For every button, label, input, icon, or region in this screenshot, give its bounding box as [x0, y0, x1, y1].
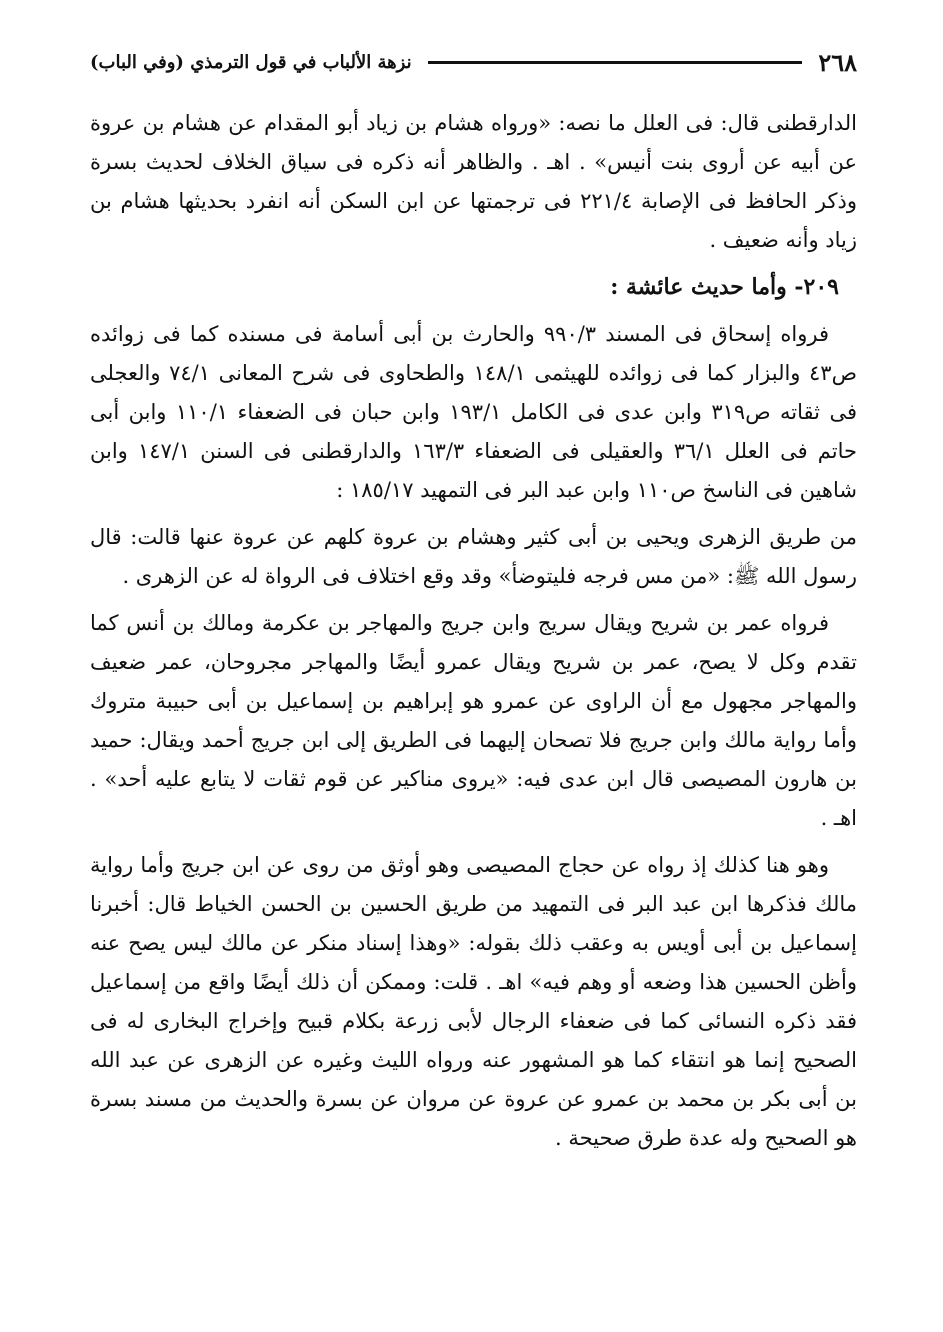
paragraph-intro: الدارقطنى قال: فى العلل ما نصه: «ورواه هشام بن زياد أبو المقدام عن هشام بن عروة عن أبيه عن أروى بنت أنيس» . اهـ . والظاهر أنه ذكره فى سياق الخلاف لحديث بسرة وذكر الحافظ فى الإصابة ٢٢١/٤ فى ترجمتها عن ابن السكن أنه انفرد بحديثها هشام بن زياد وأنه ضعيف . — [90, 111, 857, 252]
page-header — [90, 40, 857, 84]
header-rule — [428, 61, 803, 64]
paragraph-hadith: من طريق الزهرى ويحيى بن أبى كثير وهشام بن عروة كلهم عن عروة عنها قالت: قال رسول الله ﷺ: «من مس فرجه فليتوضأ» وقد وقع اختلاف فى الرواة له عن الزهرى . — [90, 525, 857, 588]
paragraph-sources: فرواه إسحاق فى المسند ٩٩٠/٣ والحارث بن أبى أسامة فى مسنده كما فى زوائده ص٤٣ والبزار كما فى زوائده للهيثمى ١٤٨/١ والطحاوى فى شرح المعانى ٧٤/١ والعجلى فى ثقاته ص٣١٩ وابن عدى فى الكامل ١٩٣/١ وابن حبان فى الضعفاء ١١٠/١ وابن أبى حاتم فى العلل ٣٦/١ والعقيلى فى الضعفاء ١٦٣/٣ والدارقطنى فى السنن ١٤٧/١ وابن شاهين فى الناسخ ص١١٠ وابن عبد البر فى التمهيد ١٨٥/١٧ : — [90, 322, 857, 502]
paragraph-discussion: وهو هنا كذلك إذ رواه عن حجاج المصيصى وهو أوثق من روى عن ابن جريج وأما رواية مالك فذكرها ابن عبد البر فى التمهيد من طريق الحسين بن الحسن الخياط قال: أخبرنا إسماعيل بن أبى أويس به وعقب ذلك بقوله: «وهذا إسناد منكر عن مالك ليس يصح عنه وأظن الحسين هذا وضعه أو وهم فيه» اهـ . قلت: وممكن أن ذلك أيضًا واقع من إسماعيل فقد ذكره النسائى كما فى ضعفاء الرجال لأبى زرعة بكلام قبيح وإخراج البخارى له فى الصحيح إنما هو انتقاء كما هو المشهور عنه ورواه الليث وغيره عن الزهرى عن عبد الله بن أبى بكر بن محمد بن عمرو عن عروة عن مروان عن بسرة والحديث من مسند بسرة هو الصحيح وله عدة طرق صحيحة . — [90, 853, 857, 1150]
running-title: نزهة الألباب في قول الترمذي (وفي الباب) — [90, 51, 412, 73]
page-number: ٢٦٨ — [818, 47, 857, 77]
paragraph-narrators: فرواه عمر بن شريح ويقال سريج وابن جريج والمهاجر بن عكرمة ومالك بن أنس كما تقدم وكل لا يصح، عمر بن شريح ويقال عمرو أيضًا والمهاجر مجروحان، عمر ضعيف والمهاجر مجهول مع أن الراوى عن عمرو هو إبراهيم بن إسماعيل بن أبى حبيبة متروك وأما رواية مالك وابن جريج فلا تصحان إليهما فى الطريق إلى ابن جريج أحمد ويقال: حميد بن هارون المصيصى قال ابن عدى فيه: «يروى مناكير عن قوم ثقات لا يتابع عليه أحد» . اهـ . — [90, 611, 857, 830]
section-heading: ٢٠٩- وأما حديث عائشة : — [610, 274, 839, 300]
body-text — [90, 104, 857, 1158]
